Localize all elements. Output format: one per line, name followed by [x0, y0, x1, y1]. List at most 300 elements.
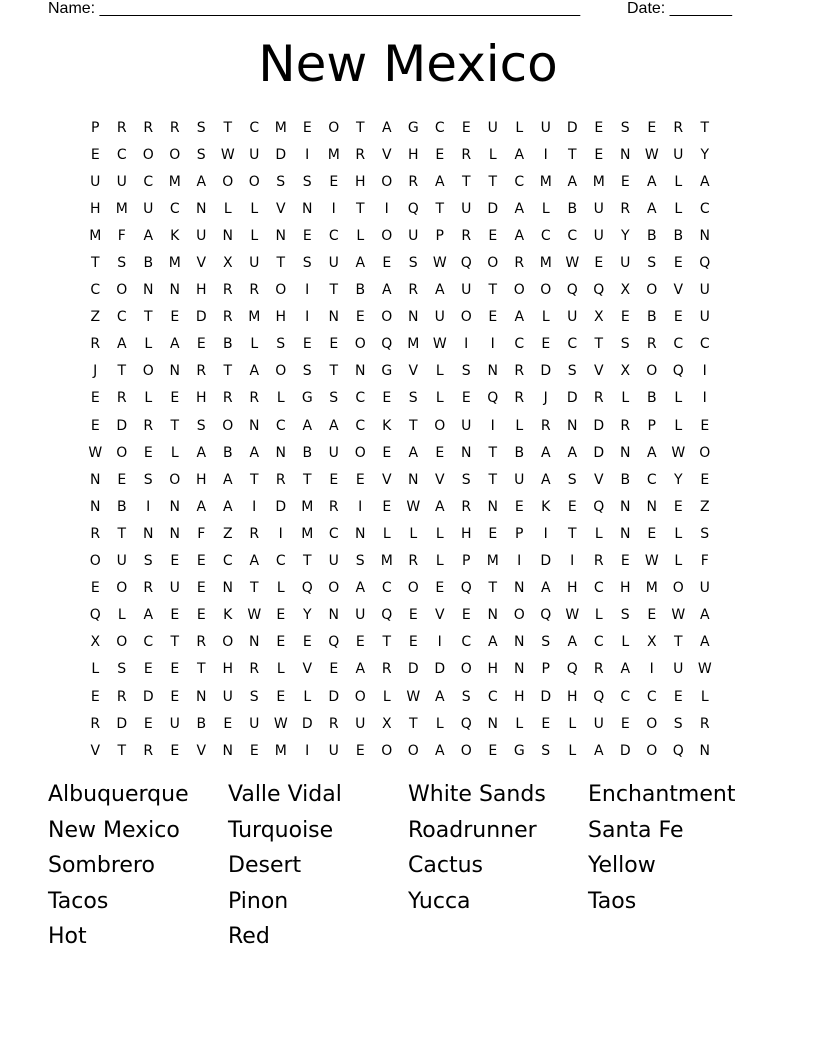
grid-letter: V — [673, 282, 684, 299]
grid-letter: O — [169, 146, 181, 163]
grid-letter: O — [513, 282, 525, 299]
grid-letter: D — [116, 417, 128, 434]
grid-letter: E — [302, 227, 312, 244]
word-list-item: Tacos — [48, 888, 109, 914]
grid-letter: E — [382, 255, 392, 272]
grid-letter: S — [196, 417, 206, 434]
grid-letter: A — [540, 580, 551, 597]
grid-row — [82, 249, 742, 276]
grid-letter: N — [249, 634, 260, 651]
grid-letter: U — [169, 715, 180, 732]
grid-letter: O — [381, 173, 393, 190]
grid-letter: A — [699, 607, 710, 624]
word-list-item: Cactus — [408, 853, 483, 878]
grid-letter: U — [461, 282, 472, 299]
grid-letter: R — [514, 363, 525, 380]
grid-letter: C — [90, 282, 101, 299]
grid-letter: L — [515, 417, 524, 434]
grid-letter: H — [487, 661, 499, 678]
page-title: New Mexico — [258, 35, 558, 93]
grid-letter: H — [195, 282, 207, 299]
grid-letter: A — [302, 417, 313, 434]
grid-letter: E — [143, 715, 153, 732]
grid-letter: T — [673, 634, 683, 651]
grid-letter: E — [329, 336, 339, 353]
grid-letter: O — [248, 173, 260, 190]
grid-letter: G — [407, 119, 419, 136]
grid-letter: A — [222, 471, 233, 488]
grid-letter: O — [89, 553, 101, 570]
grid-letter: O — [460, 309, 472, 326]
grid-letter: N — [620, 444, 631, 461]
grid-letter: E — [143, 444, 153, 461]
grid-letter: D — [328, 688, 340, 705]
grid-letter: A — [487, 634, 498, 651]
grid-letter: E — [117, 471, 127, 488]
grid-letter: S — [620, 607, 630, 624]
grid-letter: Q — [487, 390, 499, 407]
grid-letter: S — [117, 255, 127, 272]
grid-letter: L — [117, 607, 126, 624]
grid-letter: N — [169, 498, 180, 515]
grid-letter: X — [593, 309, 604, 326]
grid-letter: R — [673, 119, 684, 136]
grid-letter: U — [196, 227, 207, 244]
grid-letter: T — [249, 580, 259, 597]
grid-letter: A — [196, 444, 207, 461]
grid-letter: U — [567, 309, 578, 326]
grid-row — [82, 548, 742, 575]
grid-letter: H — [354, 173, 366, 190]
grid-letter: S — [541, 634, 551, 651]
grid-letter: B — [514, 444, 525, 461]
grid-letter: I — [570, 553, 575, 570]
grid-letter: N — [222, 580, 233, 597]
grid-letter: N — [169, 282, 180, 299]
grid-letter: D — [275, 498, 287, 515]
grid-letter: U — [328, 255, 339, 272]
grid-letter: U — [699, 580, 710, 597]
grid-letter: I — [305, 742, 310, 759]
grid-row — [82, 304, 742, 331]
grid-letter: A — [646, 444, 657, 461]
word-list-item: Taos — [588, 888, 637, 914]
grid-letter: T — [488, 471, 498, 488]
grid-letter: L — [594, 607, 603, 624]
grid-letter: E — [435, 444, 445, 461]
grid-letter: R — [143, 119, 154, 136]
grid-letter: M — [89, 227, 102, 244]
grid-letter: I — [384, 200, 389, 217]
grid-letter: O — [487, 255, 499, 272]
grid-letter: O — [142, 146, 154, 163]
grid-row — [82, 466, 742, 493]
grid-letter: N — [196, 688, 207, 705]
grid-letter: X — [381, 715, 392, 732]
grid-letter: E — [594, 119, 604, 136]
grid-letter: A — [381, 119, 392, 136]
grid-letter: H — [195, 390, 207, 407]
grid-letter: C — [487, 688, 498, 705]
grid-letter: E — [329, 661, 339, 678]
grid-letter: C — [169, 200, 180, 217]
grid-letter: A — [169, 336, 180, 353]
grid-letter: H — [275, 309, 287, 326]
grid-letter: E — [170, 742, 180, 759]
grid-letter: O — [407, 580, 419, 597]
grid-letter: R — [116, 119, 127, 136]
grid-letter: R — [222, 390, 233, 407]
grid-letter: O — [646, 363, 658, 380]
grid-letter: E — [620, 309, 630, 326]
grid-letter: T — [355, 200, 365, 217]
grid-letter: C — [328, 227, 339, 244]
grid-letter: P — [435, 227, 444, 244]
grid-row — [82, 358, 742, 385]
grid-letter: E — [382, 498, 392, 515]
grid-letter: A — [434, 173, 445, 190]
grid-letter: X — [646, 634, 657, 651]
word-list — [48, 780, 768, 958]
grid-letter: E — [329, 173, 339, 190]
grid-letter: U — [355, 715, 366, 732]
grid-letter: L — [435, 390, 444, 407]
grid-letter: R — [196, 634, 207, 651]
grid-letter: B — [355, 282, 366, 299]
grid-letter: X — [90, 634, 101, 651]
grid-letter: E — [461, 607, 471, 624]
grid-letter: K — [382, 417, 392, 434]
grid-letter: N — [90, 471, 101, 488]
grid-letter: S — [196, 119, 206, 136]
grid-letter: C — [143, 634, 154, 651]
grid-letter: Q — [699, 255, 711, 272]
grid-letter: L — [144, 336, 153, 353]
grid-letter: N — [408, 309, 419, 326]
grid-letter: D — [116, 715, 128, 732]
grid-letter: R — [408, 553, 419, 570]
grid-letter: R — [540, 417, 551, 434]
grid-letter: W — [406, 498, 421, 515]
grid-letter: T — [302, 471, 312, 488]
grid-letter: I — [305, 146, 310, 163]
grid-letter: A — [328, 417, 339, 434]
grid-letter: L — [409, 525, 418, 542]
grid-letter: L — [674, 173, 683, 190]
grid-letter: E — [143, 661, 153, 678]
grid-letter: T — [223, 119, 233, 136]
grid-letter: U — [593, 227, 604, 244]
grid-letter: R — [593, 553, 604, 570]
grid-letter: C — [699, 336, 710, 353]
grid-letter: L — [250, 200, 259, 217]
grid-letter: R — [169, 119, 180, 136]
grid-letter: N — [620, 498, 631, 515]
grid-letter: P — [647, 417, 656, 434]
grid-letter: W — [697, 661, 712, 678]
grid-letter: R — [408, 282, 419, 299]
grid-letter: P — [541, 661, 550, 678]
grid-letter: U — [328, 742, 339, 759]
grid-letter: T — [90, 255, 100, 272]
grid-letter: R — [249, 661, 260, 678]
grid-letter: R — [593, 661, 604, 678]
grid-letter: A — [646, 173, 657, 190]
grid-letter: I — [649, 661, 654, 678]
grid-letter: U — [249, 715, 260, 732]
grid-letter: O — [354, 444, 366, 461]
grid-letter: M — [301, 525, 314, 542]
grid-letter: V — [196, 255, 207, 272]
grid-letter: V — [381, 471, 392, 488]
grid-letter: O — [328, 119, 340, 136]
grid-letter: S — [647, 255, 657, 272]
grid-letter: C — [540, 227, 551, 244]
grid-letter: B — [567, 200, 578, 217]
grid-letter: F — [197, 525, 206, 542]
grid-letter: O — [222, 173, 234, 190]
grid-letter: R — [328, 715, 339, 732]
grid-letter: U — [620, 255, 631, 272]
word-list-item: Roadrunner — [408, 817, 537, 843]
grid-letter: N — [355, 363, 366, 380]
grid-letter: E — [673, 255, 683, 272]
grid-letter: R — [275, 471, 286, 488]
grid-letter: U — [673, 661, 684, 678]
grid-letter: D — [593, 444, 605, 461]
grid-letter: E — [594, 146, 604, 163]
grid-letter: V — [302, 661, 313, 678]
grid-letter: N — [275, 444, 286, 461]
grid-letter: U — [249, 146, 260, 163]
grid-letter: W — [432, 336, 447, 353]
grid-letter: T — [329, 363, 339, 380]
grid-letter: N — [514, 634, 525, 651]
word-list-item: Hot — [48, 924, 87, 949]
grid-letter: R — [461, 227, 472, 244]
grid-letter: U — [461, 200, 472, 217]
grid-letter: S — [567, 363, 577, 380]
grid-letter: Q — [540, 607, 552, 624]
grid-letter: E — [567, 498, 577, 515]
grid-letter: D — [540, 688, 552, 705]
grid-letter: R — [143, 580, 154, 597]
grid-letter: E — [488, 227, 498, 244]
grid-letter: L — [674, 390, 683, 407]
grid-letter: N — [514, 580, 525, 597]
grid-letter: A — [116, 336, 127, 353]
grid-letter: R — [514, 390, 525, 407]
grid-letter: H — [513, 688, 525, 705]
grid-letter: T — [143, 309, 153, 326]
grid-letter: H — [195, 471, 207, 488]
grid-letter: J — [543, 390, 548, 407]
grid-letter: S — [249, 688, 259, 705]
grid-letter: Q — [566, 282, 578, 299]
grid-letter: C — [328, 525, 339, 542]
grid-letter: E — [249, 742, 259, 759]
grid-letter: Q — [301, 580, 313, 597]
grid-letter: I — [464, 336, 469, 353]
grid-letter: D — [434, 661, 446, 678]
grid-row — [82, 195, 742, 222]
grid-letter: C — [461, 634, 472, 651]
grid-letter: L — [674, 200, 683, 217]
grid-letter: R — [116, 390, 127, 407]
grid-letter: Z — [90, 309, 101, 326]
grid-letter: A — [699, 634, 710, 651]
grid-letter: A — [514, 309, 525, 326]
grid-letter: N — [222, 742, 233, 759]
grid-letter: E — [673, 498, 683, 515]
grid-letter: S — [461, 363, 471, 380]
grid-letter: S — [117, 661, 127, 678]
grid-letter: E — [170, 390, 180, 407]
grid-letter: Q — [672, 742, 684, 759]
grid-letter: Q — [407, 200, 419, 217]
grid-letter: Q — [593, 688, 605, 705]
word-list-item: Yucca — [408, 888, 471, 914]
grid-letter: E — [382, 444, 392, 461]
grid-letter: E — [355, 742, 365, 759]
grid-letter: C — [646, 688, 657, 705]
grid-letter: M — [301, 498, 314, 515]
grid-letter: A — [143, 227, 154, 244]
grid-letter: E — [673, 309, 683, 326]
grid-letter: E — [196, 553, 206, 570]
grid-letter: I — [543, 146, 548, 163]
grid-letter: C — [673, 336, 684, 353]
grid-letter: L — [356, 227, 365, 244]
grid-letter: S — [302, 363, 312, 380]
grid-letter: Q — [460, 255, 472, 272]
grid-letter: A — [567, 173, 578, 190]
grid-letter: Q — [593, 282, 605, 299]
grid-letter: A — [567, 634, 578, 651]
grid-letter: Z — [222, 525, 233, 542]
grid-letter: N — [487, 498, 498, 515]
grid-letter: O — [460, 742, 472, 759]
grid-letter: U — [540, 119, 551, 136]
grid-letter: A — [196, 498, 207, 515]
grid-letter: K — [541, 498, 551, 515]
grid-letter: B — [620, 471, 631, 488]
grid-letter: E — [461, 119, 471, 136]
grid-letter: E — [276, 634, 286, 651]
grid-letter: B — [302, 444, 313, 461]
grid-letter: R — [620, 200, 631, 217]
grid-letter: V — [434, 471, 445, 488]
grid-letter: S — [673, 715, 683, 732]
word-list-item: Enchantment — [588, 782, 736, 807]
grid-letter: M — [539, 255, 552, 272]
grid-letter: N — [222, 227, 233, 244]
grid-letter: N — [169, 363, 180, 380]
grid-letter: I — [358, 498, 363, 515]
grid-letter: Q — [381, 336, 393, 353]
grid-letter: S — [541, 742, 551, 759]
grid-letter: D — [619, 742, 631, 759]
grid-letter: E — [541, 336, 551, 353]
grid-letter: I — [305, 309, 310, 326]
grid-letter: O — [354, 336, 366, 353]
grid-letter: O — [460, 661, 472, 678]
grid-letter: U — [143, 200, 154, 217]
grid-letter: L — [674, 417, 683, 434]
grid-letter: W — [406, 688, 421, 705]
grid-letter: R — [408, 173, 419, 190]
grid-letter: C — [620, 688, 631, 705]
grid-letter: H — [566, 688, 578, 705]
grid-letter: R — [514, 255, 525, 272]
grid-letter: S — [620, 336, 630, 353]
grid-letter: W — [273, 715, 288, 732]
grid-letter: T — [170, 417, 180, 434]
grid-letter: E — [302, 634, 312, 651]
grid-letter: T — [329, 282, 339, 299]
grid-letter: A — [408, 444, 419, 461]
grid-letter: E — [620, 173, 630, 190]
grid-letter: N — [169, 525, 180, 542]
grid-letter: E — [647, 607, 657, 624]
grid-row — [82, 737, 742, 764]
grid-letter: L — [541, 200, 550, 217]
grid-row — [82, 683, 742, 710]
word-list-item: Santa Fe — [588, 817, 684, 843]
grid-letter: R — [461, 146, 472, 163]
grid-letter: U — [169, 580, 180, 597]
grid-letter: M — [168, 173, 181, 190]
grid-letter: T — [117, 742, 127, 759]
grid-letter: L — [276, 390, 285, 407]
grid-letter: E — [90, 146, 100, 163]
word-list-item: Albuquerque — [48, 782, 189, 807]
grid-letter: A — [249, 363, 260, 380]
grid-letter: Q — [672, 363, 684, 380]
grid-letter: T — [276, 255, 286, 272]
grid-letter: O — [222, 634, 234, 651]
grid-letter: Q — [460, 715, 472, 732]
grid-letter: R — [116, 688, 127, 705]
grid-letter: W — [644, 553, 659, 570]
grid-letter: U — [487, 119, 498, 136]
grid-letter: R — [90, 336, 101, 353]
grid-letter: T — [355, 119, 365, 136]
grid-letter: A — [143, 607, 154, 624]
grid-letter: R — [461, 498, 472, 515]
grid-letter: O — [116, 282, 128, 299]
grid-letter: E — [647, 525, 657, 542]
grid-letter: R — [593, 390, 604, 407]
grid-letter: Q — [381, 607, 393, 624]
grid-letter: X — [222, 255, 233, 272]
grid-letter: A — [355, 255, 366, 272]
grid-letter: E — [514, 498, 524, 515]
grid-letter: C — [593, 634, 604, 651]
grid-letter: H — [566, 580, 578, 597]
grid-letter: T — [435, 200, 445, 217]
grid-letter: D — [487, 200, 499, 217]
grid-letter: I — [543, 525, 548, 542]
grid-letter: U — [408, 227, 419, 244]
grid-letter: D — [566, 119, 578, 136]
grid-letter: W — [432, 255, 447, 272]
grid-letter: L — [674, 553, 683, 570]
grid-letter: M — [115, 200, 128, 217]
grid-letter: B — [222, 336, 233, 353]
grid-letter: R — [699, 715, 710, 732]
grid-letter: A — [567, 444, 578, 461]
